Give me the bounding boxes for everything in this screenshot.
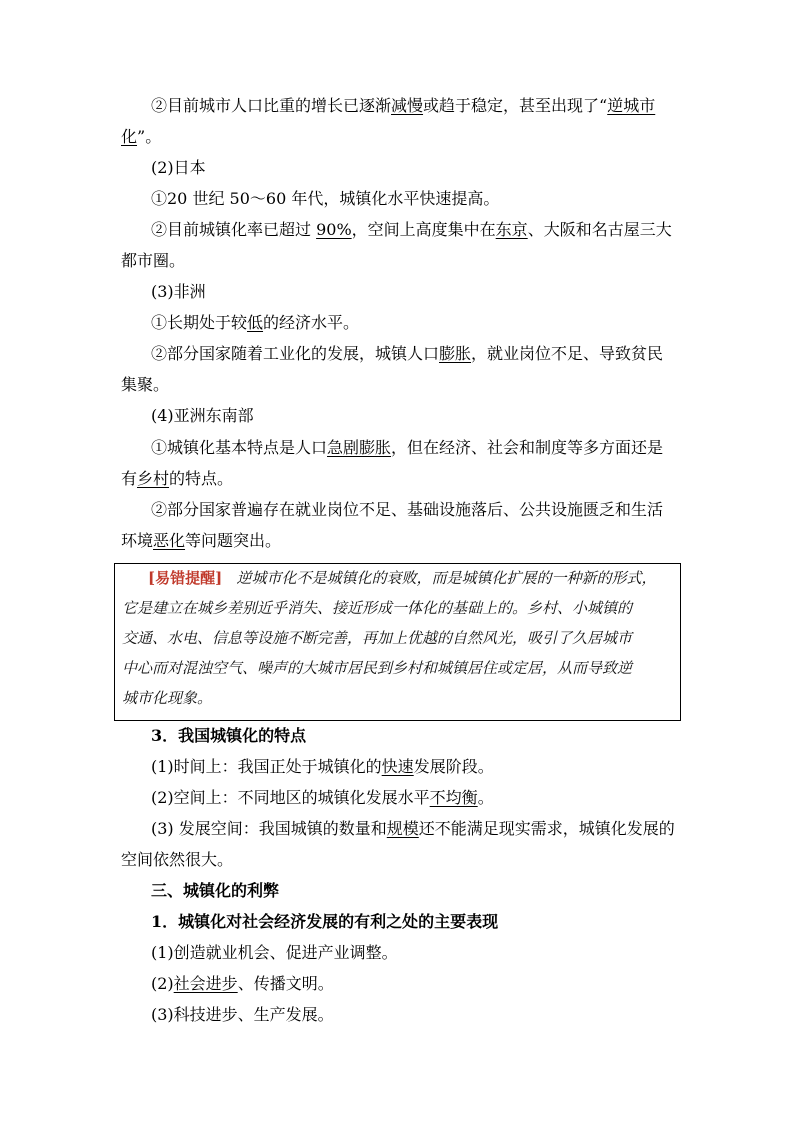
text-run: ①20 世纪 50～60 年代，城镇化水平快速提高。 <box>151 189 500 208</box>
paragraph-line <box>151 500 663 520</box>
text-run: 环境 <box>121 531 154 550</box>
underlined-answer: 化 <box>121 127 138 146</box>
paragraph-line <box>151 757 494 777</box>
underlined-answer: 不均衡 <box>429 788 478 807</box>
text-run: 或趋于稳定，甚至出现了“ <box>423 96 608 115</box>
underlined-answer: 快速 <box>381 757 414 776</box>
text-run: ①城镇化基本特点是人口 <box>151 438 328 457</box>
text-run: 。 <box>477 788 494 807</box>
section-heading <box>151 726 306 746</box>
note-line: 城市化现象。 <box>122 689 213 707</box>
paragraph-line <box>151 819 675 839</box>
paragraph-line <box>151 974 334 994</box>
text-run: (2)空间上：不同地区的城镇化发展水平 <box>151 788 430 807</box>
underlined-answer: 规模 <box>386 819 419 838</box>
text-run: ②部分国家普遍存在就业岗位不足、基础设施落后、公共设施匮乏和生活 <box>151 500 664 519</box>
text-run: 集聚。 <box>121 375 170 394</box>
text-run: ”。 <box>137 127 162 146</box>
paragraph-line <box>151 344 663 364</box>
underlined-answer: 膨胀 <box>439 344 472 363</box>
subheading <box>151 406 254 426</box>
text-run: 发展阶段。 <box>413 757 494 776</box>
paragraph-line <box>151 313 359 333</box>
text-run: (1)创造就业机会、促进产业调整。 <box>151 943 398 962</box>
text-run: 都市圈。 <box>121 251 186 270</box>
text-run: ①长期处于较 <box>151 313 248 332</box>
underlined-answer: 社会进步 <box>173 974 238 993</box>
note-line: 交通、水电、信息等设施不断完善，再加上优越的自然风光，吸引了久居城市 <box>122 629 633 647</box>
underlined-answer: 逆城市 <box>607 96 656 115</box>
text-run: 逆城市化不是城镇化的衰败，而是城镇化扩展的一种新的形式， <box>236 569 657 587</box>
paragraph-line <box>151 96 655 116</box>
text-run: 、传播文明。 <box>237 974 334 993</box>
text-run: (3)非洲 <box>151 282 206 301</box>
section-heading <box>151 881 279 901</box>
text-run: 3．我国城镇化的特点 <box>151 726 307 745</box>
paragraph-line <box>151 438 663 458</box>
paragraph-line <box>151 220 672 240</box>
underlined-answer: 减慢 <box>391 96 424 115</box>
text-run: 等问题突出。 <box>185 531 282 550</box>
underlined-answer: 乡村 <box>137 469 170 488</box>
paragraph-line <box>121 251 185 271</box>
underlined-answer: 东京 <box>495 220 528 239</box>
underlined-answer: 急剧膨胀 <box>327 438 392 457</box>
text-run: 还不能满足现实需求，城镇化发展的 <box>418 819 675 838</box>
text-run: 的经济水平。 <box>263 313 360 332</box>
paragraph-line <box>151 943 398 963</box>
text-run: ②目前城市人口比重的增长已逐渐 <box>151 96 392 115</box>
section-heading <box>151 912 498 932</box>
text-run: (3)科技进步、生产发展。 <box>151 1005 334 1024</box>
paragraph-line <box>121 469 233 489</box>
text-run: ，空间上高度集中在 <box>351 220 496 239</box>
text-run: ②目前城镇化率已超过 <box>151 220 317 239</box>
note-line <box>148 568 657 588</box>
text-run: (2)日本 <box>151 158 206 177</box>
note-line: 它是建立在城乡差别近乎消失、接近形成一体化的基础上的。乡村、小城镇的 <box>122 599 633 617</box>
underlined-answer: 低 <box>247 313 264 332</box>
subheading <box>151 158 206 178</box>
paragraph-line <box>151 788 494 808</box>
underlined-answer: 恶化 <box>153 531 186 550</box>
text-run: 有 <box>121 469 138 488</box>
paragraph-line <box>151 1005 334 1025</box>
paragraph-line <box>121 850 233 870</box>
subheading <box>151 282 206 302</box>
text-run: 三、城镇化的利弊 <box>151 881 280 900</box>
note-line: 中心而对混浊空气、噪声的大城市居民到乡村和城镇居住或定居，从而导致逆 <box>122 659 633 677</box>
paragraph-line <box>121 375 169 395</box>
error-tip-box <box>114 563 681 721</box>
text-run: 的特点。 <box>169 469 234 488</box>
text-run: 空间依然很大。 <box>121 850 234 869</box>
paragraph-line <box>151 189 499 209</box>
text-run: (3) 发展空间：我国城镇的数量和 <box>151 819 387 838</box>
text-run: (1)时间上：我国正处于城镇化的 <box>151 757 382 776</box>
text-run: ②部分国家随着工业化的发展，城镇人口 <box>151 344 440 363</box>
text-run: (4)亚洲东南部 <box>151 406 254 425</box>
text-run: ，但在经济、社会和制度等多方面还是 <box>391 438 664 457</box>
underlined-answer: 90% <box>316 220 352 239</box>
error-tip-tag: [易错提醒] <box>148 569 223 587</box>
text-run: (2) <box>151 974 174 993</box>
text-run: 、大阪和名古屋三大 <box>527 220 672 239</box>
text-run: 1．城镇化对社会经济发展的有利之处的主要表现 <box>151 912 499 931</box>
paragraph-line <box>121 531 281 551</box>
text-run: ，就业岗位不足、导致贫民 <box>471 344 664 363</box>
paragraph-line <box>121 127 161 147</box>
